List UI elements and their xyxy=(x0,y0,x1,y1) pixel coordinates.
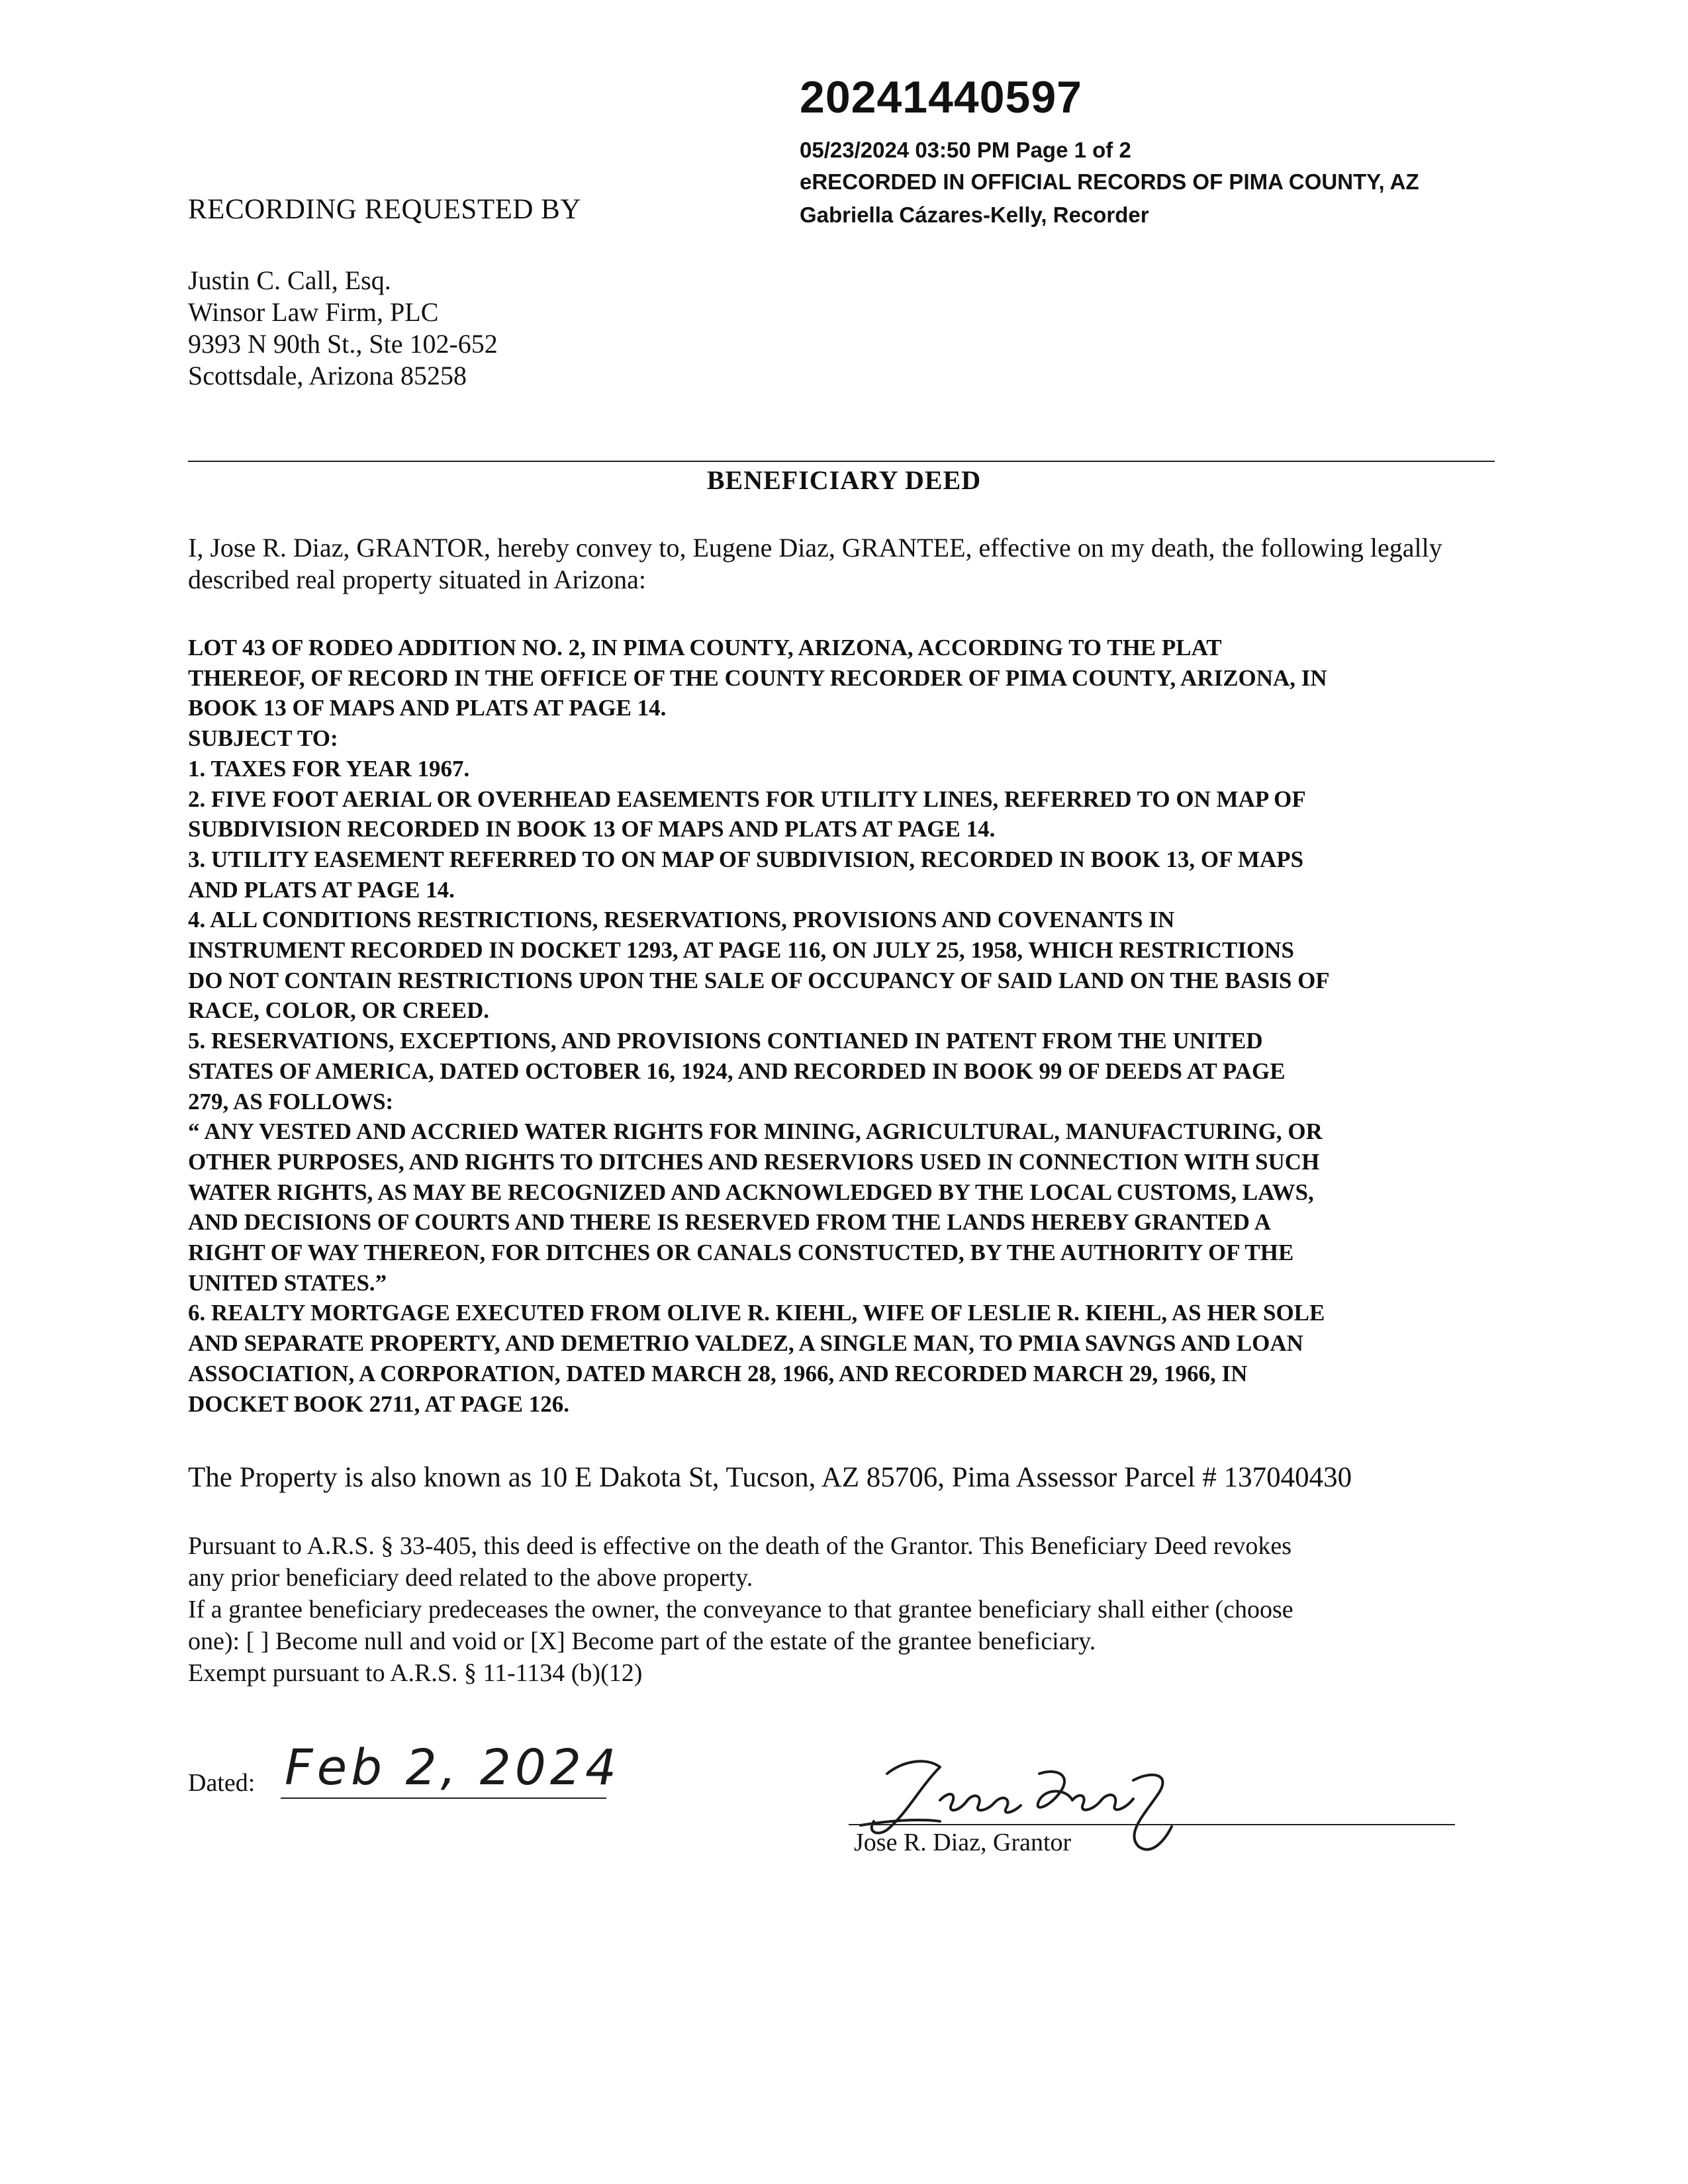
pursuant-line: If a grantee beneficiary predeceases the owner, the conveyance to that grantee beneficiary shall either (choose xyxy=(188,1596,1293,1623)
legal-line: 279, AS FOLLOWS: xyxy=(188,1088,394,1115)
requester-address-block xyxy=(188,265,498,392)
legal-line: “ ANY VESTED AND ACCRIED WATER RIGHTS FOR MINING, AGRICULTURAL, MANUFACTURING, OR xyxy=(188,1118,1323,1145)
legal-line: BOOK 13 OF MAPS AND PLATS AT PAGE 14. xyxy=(188,695,667,721)
legal-line: AND DECISIONS OF COURTS AND THERE IS RESERVED FROM THE LANDS HEREBY GRANTED A xyxy=(188,1209,1272,1236)
recorder-name: Gabriella Cázares-Kelly, Recorder xyxy=(800,203,1149,227)
legal-line: 6. REALTY MORTGAGE EXECUTED FROM OLIVE R. KIEHL, WIFE OF LESLIE R. KIEHL, AS HER SOLE xyxy=(188,1300,1325,1326)
legal-line: 2. FIVE FOOT AERIAL OR OVERHEAD EASEMENTS FOR UTILITY LINES, REFERRED TO ON MAP OF xyxy=(188,786,1306,812)
requester-firm: Winsor Law Firm, PLC xyxy=(188,297,439,327)
recording-office: eRECORDED IN OFFICIAL RECORDS OF PIMA COUNTY, AZ xyxy=(800,169,1419,194)
legal-line: UNITED STATES.” xyxy=(188,1269,387,1296)
legal-line: WATER RIGHTS, AS MAY BE RECOGNIZED AND ACKNOWLEDGED BY THE LOCAL CUSTOMS, LAWS, xyxy=(188,1179,1314,1205)
pursuant-line: any prior beneficiary deed related to the above property. xyxy=(188,1564,753,1592)
recording-date-page: 05/23/2024 03:50 PM Page 1 of 2 xyxy=(800,138,1131,162)
pursuant-line: one): [ ] Become null and void or [X] Become part of the estate of the grantee beneficiary. xyxy=(188,1627,1096,1655)
legal-line: OTHER PURPOSES, AND RIGHTS TO DITCHES AND RESERVIORS USED IN CONNECTION WITH SUCH xyxy=(188,1148,1320,1175)
dated-line xyxy=(281,1797,606,1799)
legal-line: RACE, COLOR, OR CREED. xyxy=(188,997,490,1024)
legal-line: RIGHT OF WAY THEREON, FOR DITCHES OR CANALS CONSTUCTED, BY THE AUTHORITY OF THE xyxy=(188,1240,1294,1266)
requester-street: 9393 N 90th St., Ste 102-652 xyxy=(188,329,498,359)
pursuant-line: Pursuant to A.R.S. § 33-405, this deed is effective on the death of the Grantor. This Beneficiary Deed revokes xyxy=(188,1532,1292,1560)
signature-line xyxy=(849,1824,1455,1825)
legal-line: DO NOT CONTAIN RESTRICTIONS UPON THE SALE OF OCCUPANCY OF SAID LAND ON THE BASIS OF xyxy=(188,967,1330,993)
legal-line: STATES OF AMERICA, DATED OCTOBER 16, 1924, AND RECORDED IN BOOK 99 OF DEEDS AT PAGE xyxy=(188,1058,1286,1084)
legal-line: DOCKET BOOK 2711, AT PAGE 126. xyxy=(188,1390,569,1417)
header-divider xyxy=(188,461,1495,462)
grant-paragraph: I, Jose R. Diaz, GRANTOR, hereby convey to, Eugene Diaz, GRANTEE, effective on my death, the following legally described real property situated in Arizona: xyxy=(188,533,1442,594)
legal-line: SUBDIVISION RECORDED IN BOOK 13 OF MAPS AND PLATS AT PAGE 14. xyxy=(188,816,996,842)
legal-line: LOT 43 OF RODEO ADDITION NO. 2, IN PIMA COUNTY, ARIZONA, ACCORDING TO THE PLAT xyxy=(188,635,1222,660)
legal-line: 4. ALL CONDITIONS RESTRICTIONS, RESERVATIONS, PROVISIONS AND COVENANTS IN xyxy=(188,907,1175,933)
dated-handwritten-value: Feb 2, 2024 xyxy=(285,1739,621,1796)
property-address-line: The Property is also known as 10 E Dakota St, Tucson, AZ 85706, Pima Assessor Parcel # 137040430 xyxy=(188,1462,1352,1493)
legal-description xyxy=(188,633,1505,1419)
legal-line: AND PLATS AT PAGE 14. xyxy=(188,876,455,903)
document-title: BENEFICIARY DEED xyxy=(706,465,982,495)
instrument-number: 20241440597 xyxy=(800,72,1083,122)
legal-line: ASSOCIATION, A CORPORATION, DATED MARCH 28, 1966, AND RECORDED MARCH 29, 1966, IN xyxy=(188,1360,1248,1387)
legal-line: 1. TAXES FOR YEAR 1967. xyxy=(188,755,470,782)
legal-line: SUBJECT TO: xyxy=(188,725,338,752)
legal-line: THEREOF, OF RECORD IN THE OFFICE OF THE COUNTY RECORDER OF PIMA COUNTY, ARIZONA, IN xyxy=(188,664,1327,691)
legal-line: 5. RESERVATIONS, EXCEPTIONS, AND PROVISIONS CONTIANED IN PATENT FROM THE UNITED xyxy=(188,1028,1263,1054)
legal-line: 3. UTILITY EASEMENT REFERRED TO ON MAP OF SUBDIVISION, RECORDED IN BOOK 13, OF MAPS xyxy=(188,846,1304,872)
legal-line: INSTRUMENT RECORDED IN DOCKET 1293, AT PAGE 116, ON JULY 25, 1958, WHICH RESTRICTIONS xyxy=(188,937,1294,964)
requester-city: Scottsdale, Arizona 85258 xyxy=(188,361,467,390)
recording-requested-by-label: RECORDING REQUESTED BY xyxy=(188,194,581,225)
pursuant-line: Exempt pursuant to A.R.S. § 11-1134 (b)(12) xyxy=(188,1659,643,1687)
legal-line: AND SEPARATE PROPERTY, AND DEMETRIO VALDEZ, A SINGLE MAN, TO PMIA SAVNGS AND LOAN xyxy=(188,1330,1303,1357)
requester-name: Justin C. Call, Esq. xyxy=(188,265,391,295)
grantor-name: Jose R. Diaz, Grantor xyxy=(854,1829,1072,1856)
pursuant-block xyxy=(188,1530,1505,1689)
dated-label: Dated: xyxy=(188,1769,256,1797)
